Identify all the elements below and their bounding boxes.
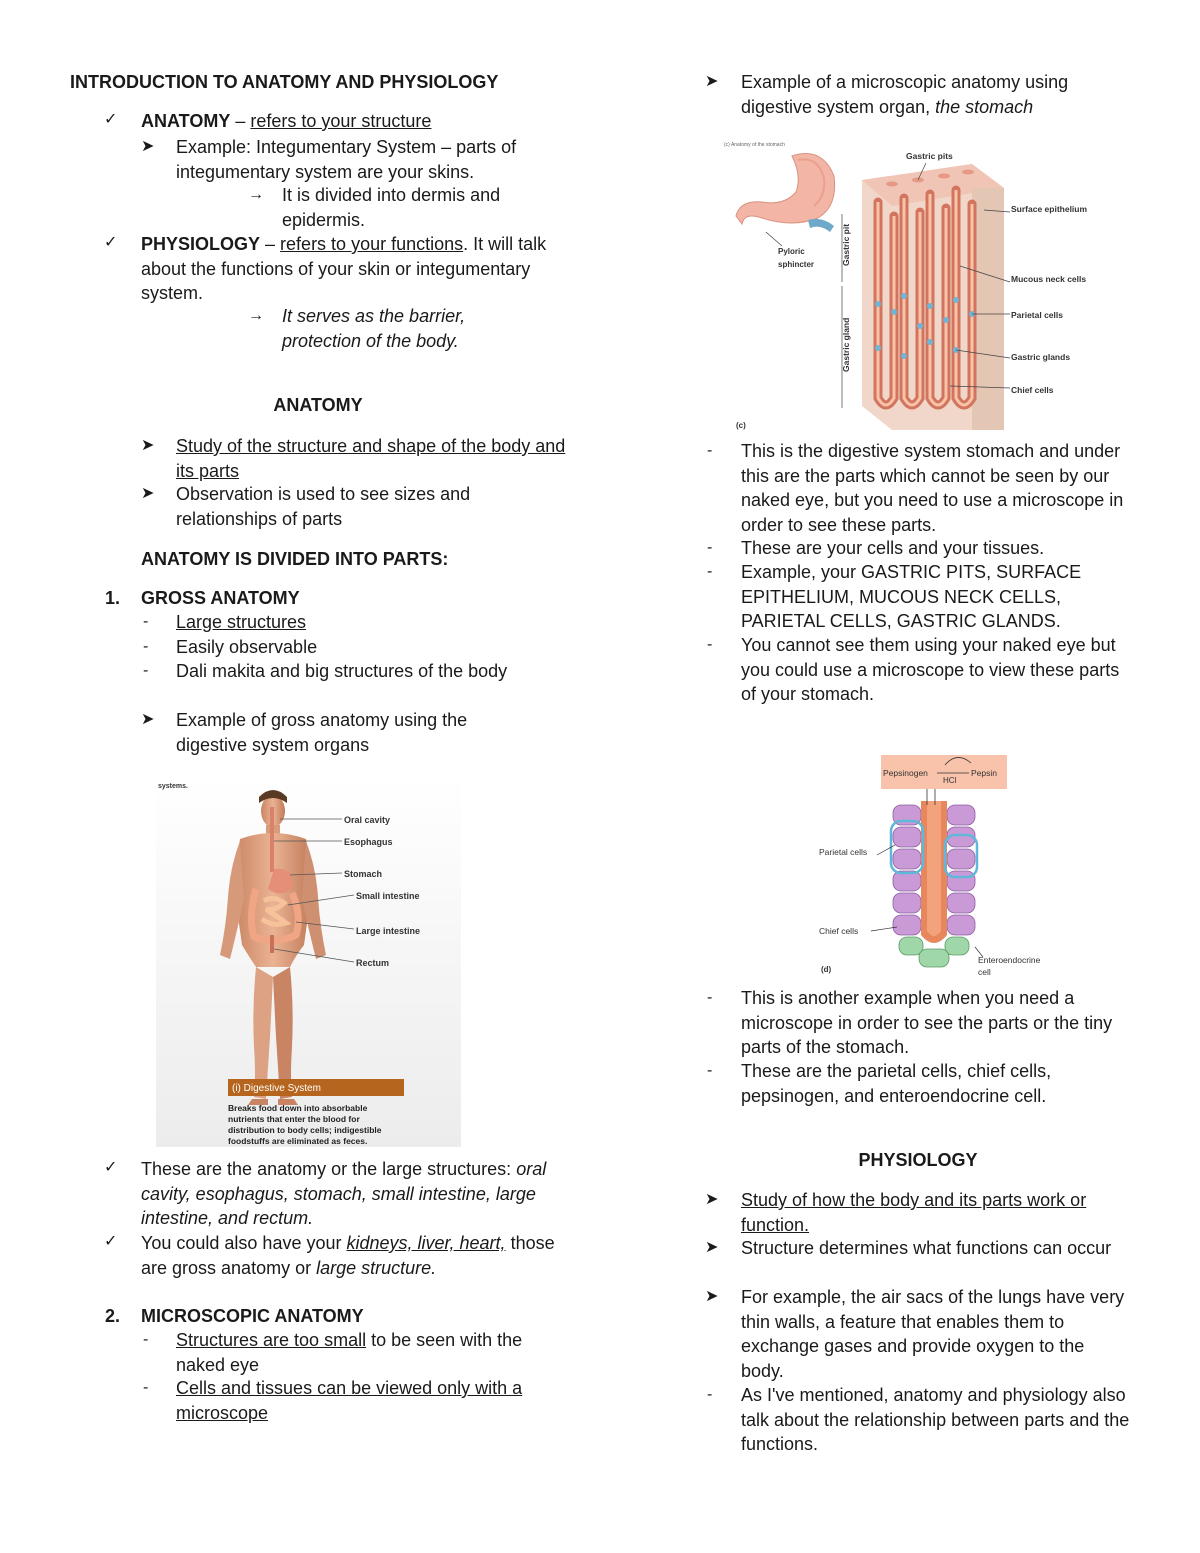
arrowhead-icon: ➤ (141, 138, 155, 155)
physiology-point: Study of how the body and its parts work or function. (741, 1190, 1087, 1235)
dash-bullet: - (707, 989, 713, 1006)
checkmark-icon: ✓ (104, 1159, 118, 1176)
label-gastric-gland: Gastric gland (841, 317, 851, 372)
checkmark-icon: ✓ (104, 111, 118, 128)
label-rectum: Rectum (356, 958, 390, 968)
micro-item-underlined: Structures are too small (176, 1330, 367, 1350)
list-number: 1. (105, 588, 121, 608)
label-sphincter: sphincter (778, 260, 815, 269)
arrowhead-icon: ➤ (705, 73, 719, 90)
label-gastric-glands: Gastric glands (1011, 352, 1071, 362)
right-arrow-icon: → (248, 307, 264, 324)
label-enteroendocrine: Enteroendocrine (978, 955, 1041, 965)
leader-line (877, 845, 895, 855)
gross-summary-text: These are the anatomy or the large structures: (141, 1159, 517, 1179)
label-chief-cells: Chief cells (1011, 385, 1054, 395)
gastric-cells-figure (815, 745, 1065, 980)
gross-summary (141, 1157, 571, 1231)
dash-bullet: - (707, 636, 713, 653)
stomach-point: You cannot see them using your naked eye but you could use a microscope to view these parts of your stomach. (741, 635, 1120, 704)
right-arrow-icon: → (248, 186, 264, 203)
physiology-point: Structure determines what functions can occur (741, 1238, 1112, 1258)
cells-point: These are the parietal cells, chief cells, pepsinogen, and enteroendocrine cell. (741, 1061, 1052, 1106)
note-text: those are gross anatomy or (141, 1233, 555, 1278)
dash-bullet: - (143, 662, 149, 679)
label-oral-cavity: Oral cavity (344, 815, 391, 825)
arrowhead-icon: ➤ (705, 1239, 719, 1256)
physiology-sub: It serves as the barrier, protection of the body. (282, 306, 466, 351)
gross-item: Large structures (176, 612, 307, 632)
micro-item: Cells and tissues can be viewed only with a microscope (176, 1378, 523, 1423)
cells-point: This is another example when you need a microscope in order to see the parts or the tiny parts of the stomach. (741, 988, 1113, 1057)
panel-label: (c) (736, 421, 746, 430)
label-pepsin: Pepsin (971, 768, 997, 778)
micro-example-text: Example of a microscopic anatomy using digestive system organ, (741, 72, 1069, 117)
figure-desc: foodstuffs are eliminated as feces. (228, 1136, 368, 1146)
gross-item: Dali makita and big structures of the body (176, 661, 508, 681)
figure-banner-label: (i) Digestive System (232, 1083, 321, 1094)
stomach-illustration (736, 154, 835, 233)
label-pepsinogen: Pepsinogen (883, 768, 928, 778)
stomach-point: This is the digestive system stomach and under this are the parts which cannot be seen by our naked eye, but you need to use a microscope in order to see these parts. (741, 441, 1124, 535)
micro-item-rest: to be seen with the naked eye (176, 1330, 523, 1375)
anatomy-example: Example: Integumentary System – parts of integumentary system are your skins. (176, 137, 517, 182)
gross-organs-note (141, 1231, 571, 1280)
label-large-intestine: Large intestine (356, 926, 421, 936)
dash-bullet: - (707, 539, 713, 556)
panel-label: (d) (821, 965, 832, 974)
micro-item (176, 1328, 571, 1377)
dash-bullet: - (143, 613, 149, 630)
note-text: You could also have your (141, 1233, 347, 1253)
figure-desc: Breaks food down into absorbable (228, 1103, 368, 1113)
label-esophagus: Esophagus (344, 837, 393, 847)
stomach-anatomy-figure (722, 136, 1088, 436)
arrowhead-icon: ➤ (141, 711, 155, 728)
physiology-point: For example, the air sacs of the lungs have very thin walls, a feature that enables them to exchange gases and provide oxygen to the body. (741, 1287, 1125, 1381)
arrowhead-icon: ➤ (705, 1288, 719, 1305)
arrowhead-icon: ➤ (705, 1191, 719, 1208)
gross-summary-italic: oral cavity, esophagus, stomach, small intestine, large intestine, and rectum. (141, 1159, 547, 1228)
micro-example (741, 70, 1121, 119)
physiology-label: PHYSIOLOGY (141, 234, 261, 254)
label-mucous-neck-cells: Mucous neck cells (1011, 274, 1087, 284)
label-small-intestine: Small intestine (356, 891, 420, 901)
figure-title: (c) Anatomy of the stomach (724, 142, 785, 148)
anatomy-heading: ANATOMY (273, 395, 363, 415)
anatomy-example-sub: It is divided into dermis and epidermis. (282, 185, 501, 230)
anatomy-label: ANATOMY (141, 111, 231, 131)
dash: – (230, 111, 251, 131)
anatomy-definition (141, 109, 571, 134)
label-gastric-pit: Gastric pit (841, 223, 851, 266)
dash-bullet: - (143, 638, 149, 655)
anatomy-point: Study of the structure and shape of the body and its parts (176, 436, 566, 481)
label-hcl: HCl (943, 776, 957, 785)
dash: – (260, 234, 281, 254)
checkmark-icon: ✓ (104, 1233, 118, 1250)
label-surface-epithelium: Surface epithelium (1011, 204, 1088, 214)
label-gastric-pits: Gastric pits (906, 151, 953, 161)
dash-bullet: - (707, 442, 713, 459)
dash-bullet: - (143, 1331, 149, 1348)
physiology-def: refers to your functions (280, 234, 464, 254)
note-large: large structure. (316, 1257, 437, 1278)
note-organs: kidneys, liver, heart, (346, 1233, 506, 1253)
label-parietal-cells: Parietal cells (1011, 310, 1063, 320)
gastric-tissue-block (862, 164, 1004, 430)
checkmark-icon: ✓ (104, 234, 118, 251)
gland-cells-illustration (891, 789, 977, 967)
figure-caption-top: systems. (158, 783, 188, 790)
label-pyloric: Pyloric (778, 247, 805, 256)
physiology-heading: PHYSIOLOGY (858, 1150, 978, 1170)
label-parietal-cells: Parietal cells (819, 847, 868, 857)
physiology-definition (141, 232, 571, 306)
page-title: INTRODUCTION TO ANATOMY AND PHYSIOLOGY (70, 72, 499, 92)
gross-anatomy-title: GROSS ANATOMY (141, 588, 300, 608)
gross-example: Example of gross anatomy using the digestive system organs (176, 710, 468, 755)
divided-heading: ANATOMY IS DIVIDED INTO PARTS: (141, 549, 449, 569)
anatomy-point: Observation is used to see sizes and relationships of parts (176, 484, 471, 529)
label-stomach: Stomach (344, 869, 383, 879)
dash-bullet: - (707, 1062, 713, 1079)
dash-bullet: - (143, 1379, 149, 1396)
anatomy-def: refers to your structure (250, 111, 432, 131)
dash-bullet: - (707, 563, 713, 580)
gross-item: Easily observable (176, 637, 318, 657)
stomach-point: These are your cells and your tissues. (741, 538, 1045, 558)
label-cell: cell (978, 967, 991, 977)
dash-bullet: - (707, 1386, 713, 1403)
microscopic-anatomy-title: MICROSCOPIC ANATOMY (141, 1306, 364, 1326)
micro-example-italic: the stomach (935, 96, 1034, 117)
list-number: 2. (105, 1306, 121, 1326)
digestive-system-figure (156, 777, 461, 1147)
physiology-point: As I've mentioned, anatomy and physiology also talk about the relationship between parts and the functions. (741, 1385, 1130, 1454)
arrowhead-icon: ➤ (141, 437, 155, 454)
label-chief-cells: Chief cells (819, 926, 859, 936)
figure-desc: nutrients that enter the blood for (228, 1114, 360, 1124)
stomach-point: Example, your GASTRIC PITS, SURFACE EPITHELIUM, MUCOUS NECK CELLS, PARIETAL CELLS, GASTRIC GLANDS. (741, 562, 1082, 631)
physiology-rest: . It will talk about the functions of your skin or integumentary system. (141, 234, 547, 303)
leader-line (766, 232, 782, 246)
arrowhead-icon: ➤ (141, 485, 155, 502)
figure-desc: distribution to body cells; indigestible (228, 1125, 382, 1135)
